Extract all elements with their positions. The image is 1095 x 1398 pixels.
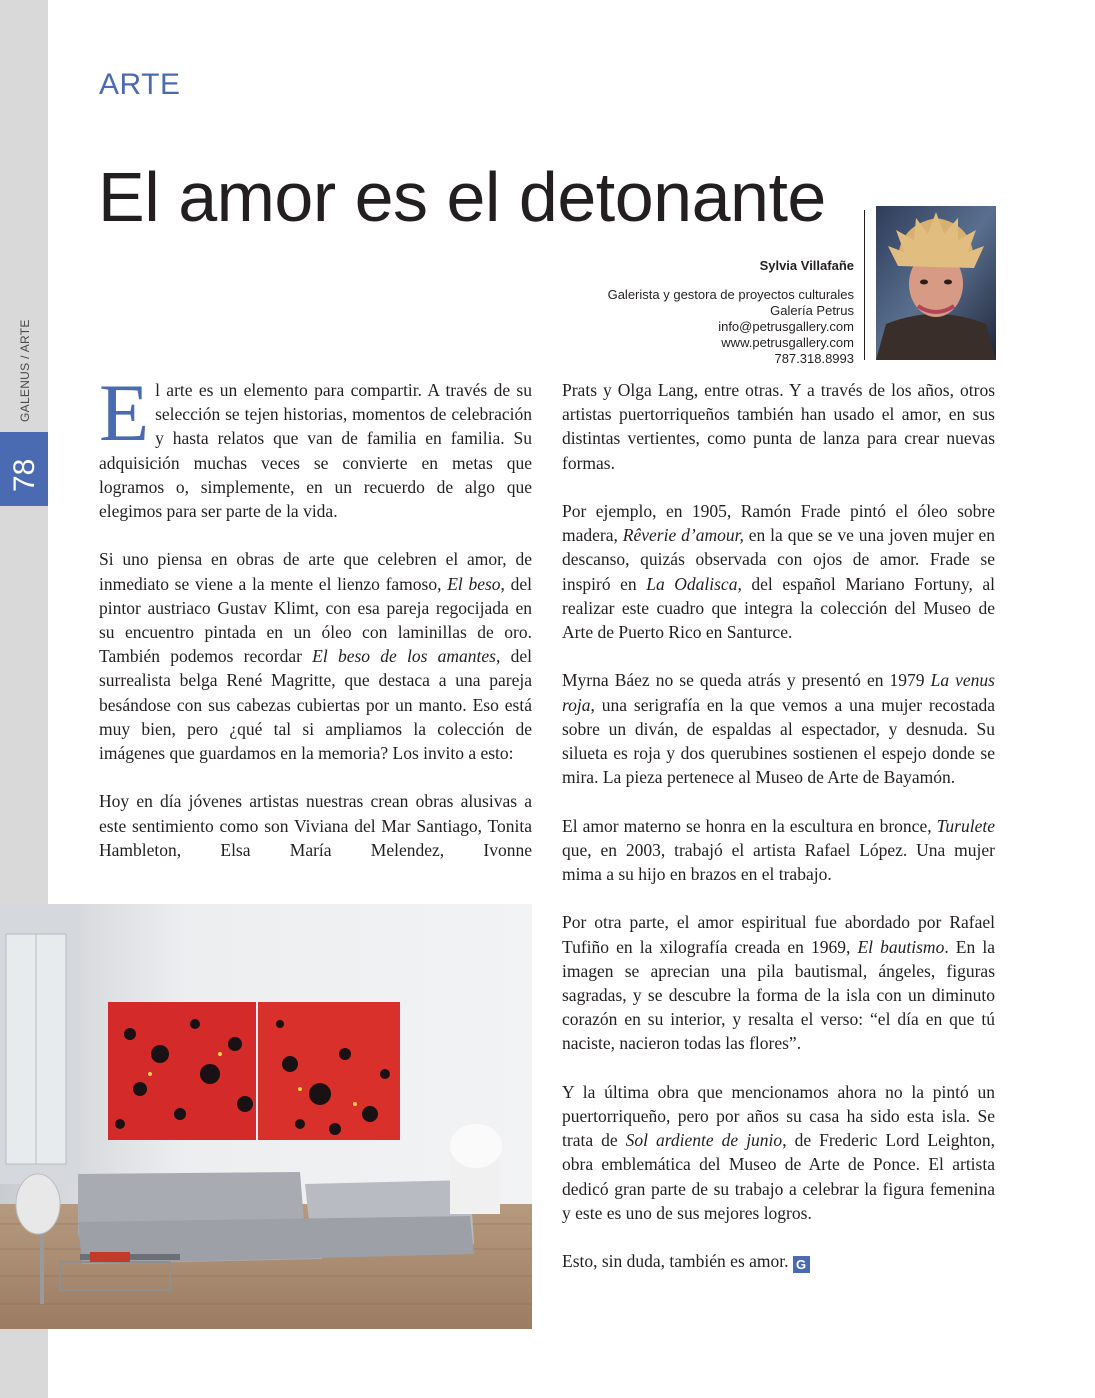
paragraph: Esto, sin duda, también es amor. G xyxy=(562,1249,995,1273)
page-number: 78 xyxy=(8,458,41,492)
author-org: Galería Petrus xyxy=(770,303,854,318)
column-left xyxy=(99,367,532,886)
paragraph: Por otra parte, el amor espiritual fue abordado por Rafael Tufiño en la xilografía creada en 1969, El bautismo. En la imagen se aprecian una pila bautismal, ángeles, figuras sagradas, y se descubre la forma de la isla con un diminuto corazón en su interior, y resalta el verso: “el día en que tú naciste, nacieron todas las flores”. xyxy=(562,912,995,1054)
page-number-tab xyxy=(0,432,48,506)
paragraph: Myrna Báez no se queda atrás y presentó en 1979 La venus roja, una serigrafía en la que vemos a una mujer recostada sobre un diván, de espaldas al espectador, y desnuda. Su silueta es roja y dos querubines sostienen el espejo donde se mira. La pieza pertenece al Museo de Arte de Bayamón. xyxy=(562,670,995,788)
author-block xyxy=(608,258,854,367)
paragraph: Hoy en día jóvenes artistas nuestras crean obras alusivas a este sentimiento como son Viviana del Mar Santiago, Tonita Hambleton, Elsa María Melendez, Ivonne xyxy=(99,791,532,860)
section-label: ARTE xyxy=(99,68,181,101)
drop-cap: E xyxy=(99,367,150,458)
article-title: El amor es el detonante xyxy=(98,158,826,236)
author-email[interactable]: info@petrusgallery.com xyxy=(718,319,854,334)
column-right xyxy=(562,378,995,1298)
running-head: GALENUS / ARTE xyxy=(18,319,32,422)
paragraph: El arte es un elemento para compartir. A través de su selección se tejen historias, momentos de celebración y hasta relatos que van de familia en familia. Su adquisición muchas veces se convierte en metas que logramos o, simplemente, en un recuerdo de algo que elegimos para ser parte de la vida. xyxy=(99,367,532,522)
author-divider xyxy=(864,210,865,360)
author-name: Sylvia Villafañe xyxy=(759,258,854,273)
author-phone: 787.318.8993 xyxy=(774,351,854,366)
paragraph: Si uno piensa en obras de arte que celebren el amor, de inmediato se viene a la mente el lienzo famoso, El beso, del pintor austriaco Gustav Klimt, con esa pareja regocijada en su encuentro pintada en un óleo con laminillas de oro. También podemos recordar El beso de los amantes, del surrealista belga René Magritte, que destaca a una pareja besándose con sus cabezas cubiertas por un manto. Eso está muy bien, pero ¿qué tal si ampliamos la colección de imágenes que guardamos en la memoria? Los invito a esto: xyxy=(99,549,532,764)
author-portrait xyxy=(876,206,996,360)
paragraph: El amor materno se honra en la escultura en bronce, Turulete que, en 2003, trabajó el artista Rafael López. Una mujer mima a su hijo en brazos en el trabajo. xyxy=(562,815,995,885)
paragraph: Y la última obra que mencionamos ahora no la pintó un puertorriqueño, pero por años su casa ha sido esta isla. Se trata de Sol ardiente de junio, de Frederic Lord Leighton, obra emblemática del Museo de Arte de Ponce. El artista dedicó gran parte de su trabajo a celebrar la figura femenina y este es uno de sus mejores logros. xyxy=(562,1081,995,1223)
artwork-photo xyxy=(0,904,532,1329)
paragraph: Por ejemplo, en 1905, Ramón Frade pintó el óleo sobre madera, Rêverie d’amour, en la que se ve una joven mujer en descanso, quizás observada con ojos de amor. Frade se inspiró en La Odalisca, del español Mariano Fortuny, al realizar este cuadro que integra la colección del Museo de Arte de Puerto Rico en Santurce. xyxy=(562,501,995,643)
end-mark-icon: G xyxy=(793,1256,810,1273)
author-website[interactable]: www.petrusgallery.com xyxy=(721,335,854,350)
paragraph: Prats y Olga Lang, entre otras. Y a través de los años, otros artistas puertorriqueños también han usado el amor, en sus distintas vertientes, como punta de lanza para crear nuevas formas. xyxy=(562,380,995,473)
author-role: Galerista y gestora de proyectos culturales xyxy=(607,287,854,302)
